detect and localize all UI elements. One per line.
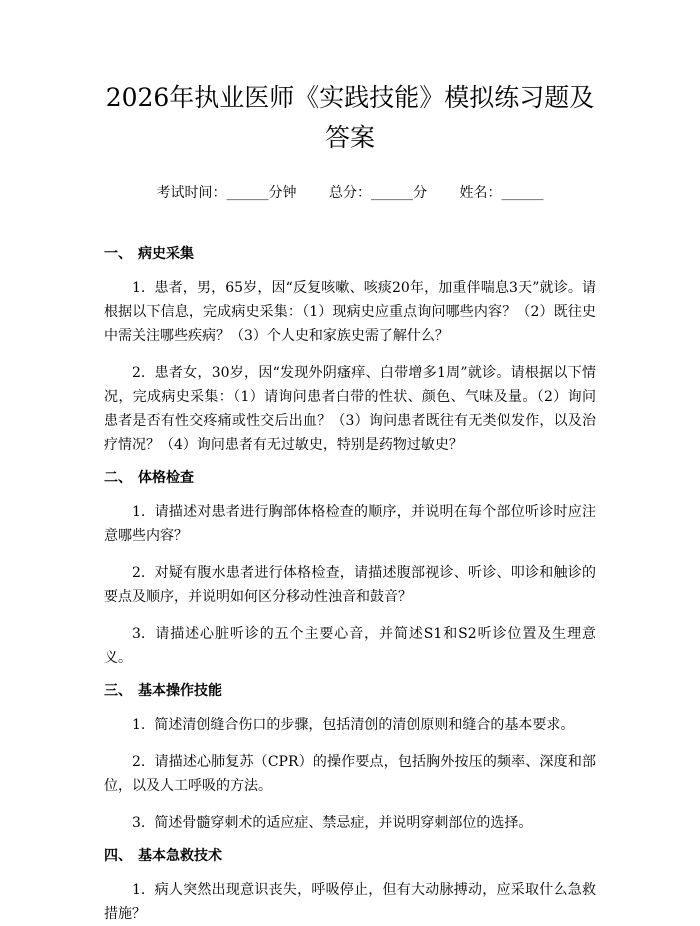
question-number: 1. [132, 717, 146, 733]
section-title: 病史采集 [138, 246, 194, 262]
question-number: 2. [132, 365, 146, 381]
question-text: 请描述心脏听诊的五个主要心音，并简述S1和S2听诊位置及生理意义。 [104, 626, 596, 666]
section-number: 二、 [104, 470, 132, 486]
section-number: 一、 [104, 246, 132, 262]
question-item [104, 750, 596, 798]
section-heading [104, 846, 596, 866]
title-line-2: 答案 [324, 123, 375, 152]
question-number: 1. [132, 280, 146, 296]
question-text: 简述骨髓穿刺术的适应症、禁忌症，并说明穿刺部位的选择。 [154, 815, 533, 831]
question-number: 2. [132, 565, 146, 581]
section-number: 三、 [104, 683, 132, 699]
question-number: 3. [132, 626, 146, 642]
question-number: 1. [132, 882, 146, 898]
section-heading [104, 244, 596, 264]
exam-info [104, 182, 596, 202]
section-title: 基本急救技术 [138, 848, 222, 864]
question-item [104, 622, 596, 670]
total-score-field: 总分：______分 [329, 185, 427, 201]
title-line-1: 2026年执业医师《实践技能》模拟练习题及 [105, 83, 595, 112]
question-text: 简述清创缝合伤口的步骤，包括清创的清创原则和缝合的基本要求。 [154, 717, 575, 733]
question-item [104, 561, 596, 609]
question-text: 病人突然出现意识丧失，呼吸停止，但有大动脉搏动，应采取什么急救措施？ [104, 882, 596, 922]
question-item [104, 878, 596, 926]
question-text: 患者女，30岁，因“发现外阴瘙痒、白带增多1周”就诊。请根据以下情况，完成病史采集：（1）请询问患者白带的性状、颜色、气味及量。（2）询问患者是否有性交疼痛或性交后出血？（3）询问患者既往有无类似发作，以及治疗情况？（4）询问患者有无过敏史，特别是药物过敏史？ [104, 365, 596, 453]
question-item [104, 713, 596, 737]
question-text: 对疑有腹水患者进行体格检查，请描述腹部视诊、听诊、叩诊和触诊的要点及顺序，并说明如何区分移动性浊音和鼓音？ [104, 565, 596, 605]
exam-time-field: 考试时间：______分钟 [156, 185, 297, 201]
question-text: 请描述对患者进行胸部体格检查的顺序，并说明在每个部位听诊时应注意哪些内容？ [104, 504, 596, 544]
question-number: 3. [132, 815, 146, 831]
section-title: 体格检查 [138, 470, 194, 486]
question-number: 1. [132, 504, 146, 520]
section-title: 基本操作技能 [138, 683, 222, 699]
question-text: 患者，男，65岁，因“反复咳嗽、咳痰20年，加重伴喘息3天”就诊。请根据以下信息，完成病史采集：（1）现病史应重点询问哪些内容？（2）既往史中需关注哪些疾病？（3）个人史和家族史需了解什么？ [104, 280, 596, 344]
name-field: 姓名：______ [459, 185, 544, 201]
question-text: 请描述心肺复苏（CPR）的操作要点，包括胸外按压的频率、深度和部位，以及人工呼吸的方法。 [104, 754, 596, 794]
document-title [104, 0, 596, 158]
question-item [104, 811, 596, 835]
section-heading [104, 468, 596, 488]
question-item [104, 361, 596, 457]
question-item [104, 500, 596, 548]
section-number: 四、 [104, 848, 132, 864]
question-number: 2. [132, 754, 146, 770]
question-item [104, 276, 596, 348]
section-heading [104, 681, 596, 701]
